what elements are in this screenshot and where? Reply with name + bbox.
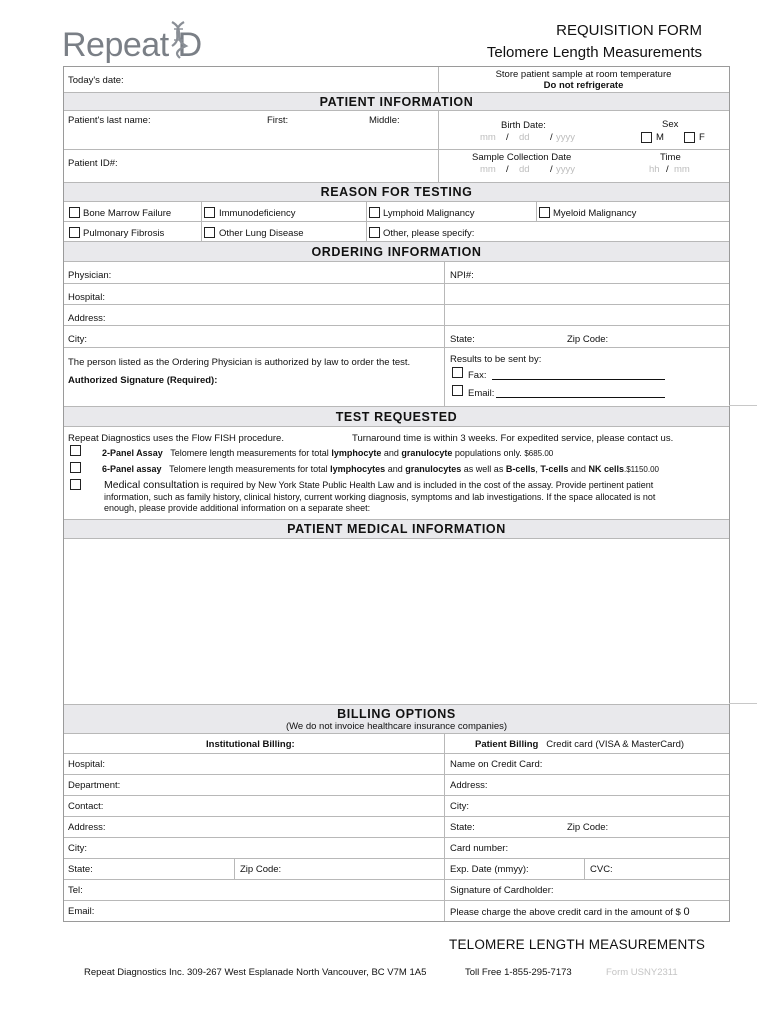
reason-heading: REASON FOR TESTING	[320, 185, 473, 199]
assay-6-tcells: T-cells	[540, 464, 569, 474]
birth-date-label: Birth Date:	[501, 120, 546, 131]
charge-amount-label	[450, 906, 690, 918]
card-exp-label[interactable]: Exp. Date (mmyy):	[450, 864, 529, 875]
assay-6-panel-checkbox[interactable]	[70, 462, 81, 473]
card-cvc-label[interactable]: CVC:	[590, 864, 613, 875]
consultation-line-2: information, such as family history, clinical history, current working diagnosis, symptoms and lab investigations. If the space allocated is not	[104, 492, 656, 502]
assay-6-panel-name: 6-Panel assay	[102, 464, 162, 474]
turnaround-note: Turnaround time is within 3 weeks. For expedited service, please contact us.	[352, 433, 674, 444]
results-email-label: Email:	[468, 388, 495, 399]
sex-male-checkbox[interactable]	[641, 132, 652, 143]
assay-2-panel-desc: Telomere length measurements for total	[170, 448, 329, 458]
reason-lymphoid-checkbox[interactable]	[369, 207, 380, 218]
consultation-name: Medical consultation	[104, 479, 200, 491]
institutional-billing-heading: Institutional Billing:	[206, 739, 295, 750]
time-separator: /	[666, 164, 669, 175]
requisition-form	[63, 66, 730, 922]
consultation-line-1	[104, 479, 653, 491]
assay-6-and-2: and	[570, 464, 586, 474]
billing-email-label[interactable]: Email:	[68, 906, 95, 917]
assay-2-panel-checkbox[interactable]	[70, 445, 81, 456]
birth-year-field[interactable]: yyyy	[556, 132, 575, 143]
time-minute-field[interactable]: mm	[674, 164, 690, 175]
date-separator: /	[506, 164, 509, 175]
dna-logo-icon	[168, 20, 190, 60]
assay-6-granulocytes: granulocytes	[405, 464, 462, 474]
consultation-line-3: enough, please provide additional information on a separate sheet:	[104, 503, 371, 513]
assay-2-panel-line	[102, 448, 553, 458]
authorization-statement: The person listed as the Ordering Physician is authorized by law to order the test.	[68, 357, 411, 368]
medical-consultation-checkbox[interactable]	[70, 479, 81, 490]
npi-label[interactable]: NPI#:	[450, 270, 474, 281]
reason-other-label: Other, please specify:	[383, 228, 475, 239]
reason-myeloid-checkbox[interactable]	[539, 207, 550, 218]
assay-6-bcells: B-cells	[505, 464, 536, 474]
patient-info-heading: PATIENT INFORMATION	[319, 95, 474, 109]
footer-company-address: Repeat Diagnostics Inc. 309-267 West Esplanade North Vancouver, BC V7M 1A5	[84, 967, 427, 978]
billing-note: (We do not invoice healthcare insurance companies)	[285, 721, 508, 732]
billing-zip-label[interactable]: Zip Code:	[240, 864, 282, 875]
reason-bone-marrow-label: Bone Marrow Failure	[83, 208, 172, 219]
last-name-label[interactable]: Patient's last name:	[68, 115, 151, 126]
middle-name-label[interactable]: Middle:	[369, 115, 400, 126]
assay-6-comma: ,	[535, 464, 538, 474]
sex-female-label: F	[699, 132, 705, 143]
reason-immunodeficiency-checkbox[interactable]	[204, 207, 215, 218]
billing-contact-label[interactable]: Contact:	[68, 801, 104, 812]
date-separator: /	[550, 164, 553, 175]
time-hour-field[interactable]: hh	[649, 164, 660, 175]
footer-title: TELOMERE LENGTH MEASUREMENTS	[449, 937, 706, 952]
collection-day-field[interactable]: dd	[519, 164, 530, 175]
edge-tick	[729, 703, 757, 704]
assay-6-price: .$1150.00	[623, 465, 659, 474]
email-entry-line[interactable]	[496, 397, 665, 398]
reason-pulmonary-checkbox[interactable]	[69, 227, 80, 238]
medical-info-heading: PATIENT MEDICAL INFORMATION	[287, 522, 506, 536]
reason-pulmonary-label: Pulmonary Fibrosis	[83, 228, 165, 239]
reason-other-lung-label: Other Lung Disease	[219, 228, 304, 239]
reason-other-lung-checkbox[interactable]	[204, 227, 215, 238]
card-zip-label[interactable]: Zip Code:	[567, 822, 609, 833]
assay-2-lymphocyte: lymphocyte	[331, 448, 382, 458]
assay-2-populations: populations only.	[454, 448, 522, 458]
footer-phone: Toll Free 1-855-295-7173	[465, 967, 572, 978]
sex-female-checkbox[interactable]	[684, 132, 695, 143]
credit-card-label: Credit card (VISA & MasterCard)	[546, 739, 685, 750]
form-subtitle: Telomere Length Measurements	[486, 44, 702, 61]
card-number-label[interactable]: Card number:	[450, 843, 509, 854]
edge-tick	[729, 405, 757, 406]
todays-date-label: Today's date:	[68, 75, 124, 86]
storage-note: Store patient sample at room temperature	[495, 69, 672, 80]
assay-6-as-well-as: as well as	[463, 464, 504, 474]
sex-label: Sex	[662, 119, 679, 130]
results-fax-label: Fax:	[468, 370, 487, 381]
card-city-label[interactable]: City:	[450, 801, 469, 812]
ordering-heading: ORDERING INFORMATION	[311, 245, 482, 259]
patient-billing-heading	[475, 739, 684, 750]
charge-amount-text: Please charge the above credit card in the amount of $	[450, 907, 681, 918]
assay-2-granulocyte: granulocyte	[401, 448, 453, 458]
billing-heading: BILLING OPTIONS	[337, 707, 456, 721]
storage-warning: Do not refrigerate	[543, 80, 624, 91]
patient-id-label[interactable]: Patient ID#:	[68, 158, 118, 169]
reason-immunodeficiency-label: Immunodeficiency	[219, 208, 296, 219]
billing-city-label[interactable]: City:	[68, 843, 87, 854]
physician-label[interactable]: Physician:	[68, 270, 112, 281]
results-email-checkbox[interactable]	[452, 385, 463, 396]
birth-day-field[interactable]: dd	[519, 132, 530, 143]
reason-bone-marrow-checkbox[interactable]	[69, 207, 80, 218]
test-requested-heading: TEST REQUESTED	[335, 410, 458, 424]
billing-state-label[interactable]: State:	[68, 864, 93, 875]
sex-male-label: M	[656, 132, 664, 143]
billing-hospital-label[interactable]: Hospital:	[68, 759, 105, 770]
cardholder-signature-label[interactable]: Signature of Cardholder:	[450, 885, 554, 896]
ordering-address-label[interactable]: Address:	[68, 313, 106, 324]
ordering-state-label[interactable]: State:	[450, 334, 475, 345]
collection-month-field[interactable]: mm	[480, 164, 496, 175]
assay-6-nkcells: NK cells	[588, 464, 624, 474]
reason-lymphoid-label: Lymphoid Malignancy	[383, 208, 475, 219]
results-sent-label: Results to be sent by:	[450, 354, 542, 365]
time-label: Time	[660, 152, 681, 163]
medical-info-textarea[interactable]	[64, 538, 729, 704]
form-title: REQUISITION FORM	[556, 22, 702, 39]
ordering-city-label[interactable]: City:	[68, 334, 87, 345]
results-fax-checkbox[interactable]	[452, 367, 463, 378]
birth-month-field[interactable]: mm	[480, 132, 496, 143]
assay-6-and: and	[387, 464, 403, 474]
date-separator: /	[506, 132, 509, 143]
assay-6-panel-line	[102, 464, 659, 474]
billing-address-label[interactable]: Address:	[68, 822, 106, 833]
ordering-zip-label[interactable]: Zip Code:	[567, 334, 609, 345]
card-state-label[interactable]: State:	[450, 822, 475, 833]
assay-6-lymphocytes: lymphocytes	[330, 464, 386, 474]
reason-other-checkbox[interactable]	[369, 227, 380, 238]
billing-tel-label[interactable]: Tel:	[68, 885, 83, 896]
signature-label[interactable]: Authorized Signature (Required):	[68, 375, 218, 386]
company-logo-text: Repeat D	[62, 26, 202, 64]
billing-department-label[interactable]: Department:	[68, 780, 121, 791]
procedure-note: Repeat Diagnostics uses the Flow FISH procedure.	[68, 433, 284, 444]
charge-amount-field[interactable]: 0	[683, 906, 690, 918]
assay-2-and: and	[383, 448, 399, 458]
assay-2-price: $685.00	[524, 449, 554, 458]
first-name-label[interactable]: First:	[267, 115, 289, 126]
card-name-label[interactable]: Name on Credit Card:	[450, 759, 543, 770]
ordering-hospital-label[interactable]: Hospital:	[68, 292, 105, 303]
assay-6-panel-desc: Telomere length measurements for total	[169, 464, 328, 474]
patient-billing-label: Patient Billing	[475, 739, 539, 750]
assay-2-panel-name: 2-Panel Assay	[102, 448, 163, 458]
footer-form-id: Form USNY2311	[606, 967, 678, 978]
date-separator: /	[550, 132, 553, 143]
consultation-text-1: is required by New York State Public Health Law and is included in the cost of the assay. Provide pertinent patient	[201, 480, 654, 490]
card-address-label[interactable]: Address:	[450, 780, 488, 791]
reason-myeloid-label: Myeloid Malignancy	[553, 208, 637, 219]
fax-entry-line[interactable]	[492, 379, 665, 380]
collection-year-field[interactable]: yyyy	[556, 164, 575, 175]
collection-date-label: Sample Collection Date	[472, 152, 572, 163]
